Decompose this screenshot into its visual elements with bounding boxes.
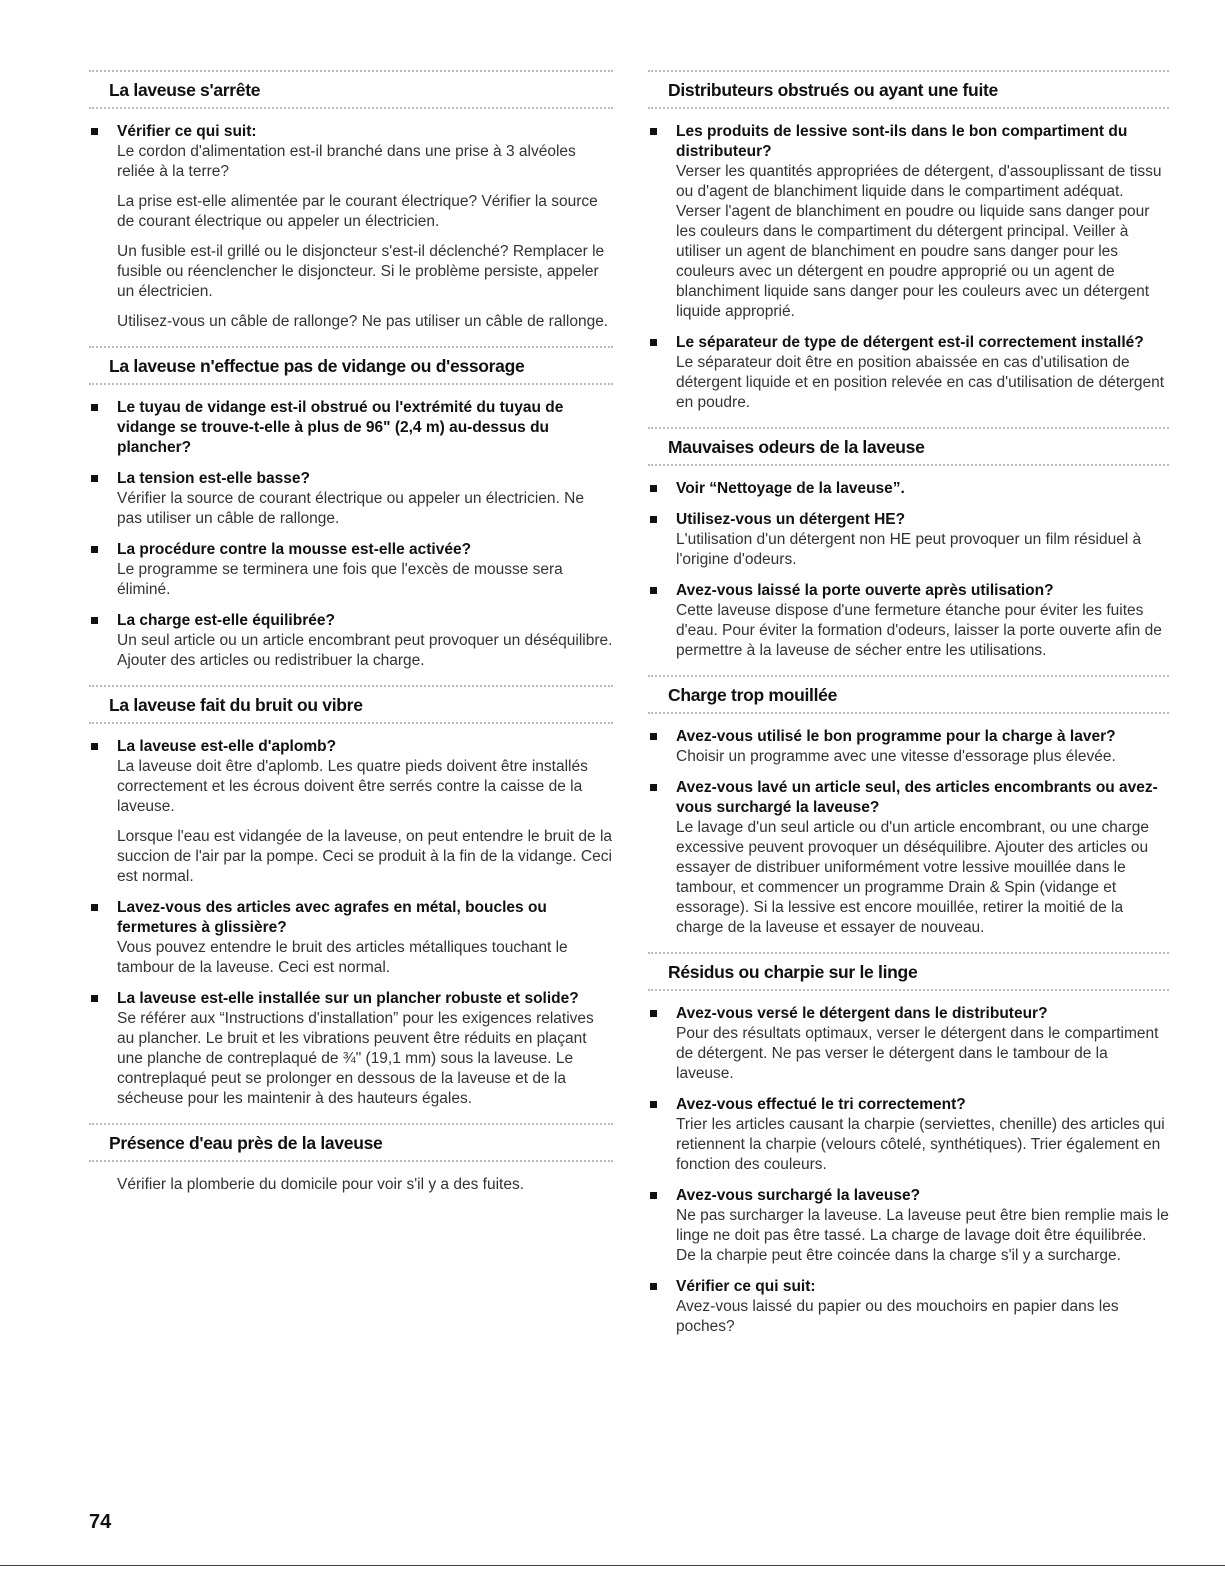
right-column xyxy=(648,70,1169,1351)
item-answer: Le programme se terminera une fois que l'excès de mousse sera éliminé. xyxy=(117,561,563,598)
item-answer: Cette laveuse dispose d'une fermeture étanche pour éviter les fuites d'eau. Pour éviter la formation d'odeurs, laisser la porte ouverte afin de permettre à la laveuse de sécher entre les utilisations. xyxy=(676,602,1162,659)
section-title: La laveuse n'effectue pas de vidange ou d'essorage xyxy=(109,356,525,376)
item-question: Les produits de lessive sont-ils dans le bon compartiment du distributeur? xyxy=(676,123,1128,160)
checklist-item xyxy=(648,1277,1169,1337)
item-question: Vérifier ce qui suit: xyxy=(676,1278,816,1295)
item-question: La laveuse est-elle d'aplomb? xyxy=(117,738,337,755)
troubleshooting-section xyxy=(648,70,1169,413)
checklist-item xyxy=(648,1186,1169,1266)
item-question: La charge est-elle équilibrée? xyxy=(117,612,335,629)
section-header xyxy=(648,427,1169,466)
troubleshooting-section xyxy=(648,952,1169,1337)
checklist-item xyxy=(89,737,613,887)
item-answer: Lorsque l'eau est vidangée de la laveuse, on peut entendre le bruit de la succion de l'air par la pompe. Ceci se produit à la fin de la vidange. Ceci est normal. xyxy=(117,828,613,885)
square-bullet-icon xyxy=(650,784,657,791)
item-answer: Ne pas surcharger la laveuse. La laveuse peut être bien remplie mais le linge ne doit pas être tassé. La charge de lavage doit être équilibrée. De la charpie peut être coincée dans la charge s'il y a surcharge. xyxy=(676,1207,1169,1264)
checklist-item xyxy=(89,611,613,671)
item-answer: La prise est-elle alimentée par le courant électrique? Vérifier la source de courant électrique ou appeler un électricien. xyxy=(117,193,598,230)
checklist-item xyxy=(648,333,1169,413)
square-bullet-icon xyxy=(650,1192,657,1199)
item-answer: Avez-vous laissé du papier ou des mouchoirs en papier dans les poches? xyxy=(676,1298,1119,1335)
square-bullet-icon xyxy=(650,1010,657,1017)
section-header xyxy=(89,70,613,109)
section-title: Distributeurs obstrués ou ayant une fuite xyxy=(668,80,998,100)
item-question: Le tuyau de vidange est-il obstrué ou l'extrémité du tuyau de vidange se trouve-t-elle à plus de 96" (2,4 m) au-dessus du plancher? xyxy=(117,399,564,456)
item-answer: Choisir un programme avec une vitesse d'essorage plus élevée. xyxy=(676,748,1116,765)
square-bullet-icon xyxy=(91,904,98,911)
item-question: Avez-vous utilisé le bon programme pour la charge à laver? xyxy=(676,728,1116,745)
checklist-item xyxy=(648,1095,1169,1175)
checklist-item xyxy=(648,510,1169,570)
item-answer: Verser les quantités appropriées de détergent, d'assouplissant de tissu ou d'agent de blanchiment liquide dans le compartiment adéquat. Verser l'agent de blanchiment en poudre ou liquide sans danger pour les couleurs dans le compartiment du détergent principal. Veiller à utiliser un agent de blanchiment en poudre sans danger pour les couleurs avec un détergent en poudre approprié ou un agent de blanchiment liquide sans danger pour les couleurs avec un détergent liquide approprié. xyxy=(676,163,1162,320)
square-bullet-icon xyxy=(650,1101,657,1108)
item-question: La tension est-elle basse? xyxy=(117,470,310,487)
item-question: Avez-vous surchargé la laveuse? xyxy=(676,1187,921,1204)
square-bullet-icon xyxy=(650,587,657,594)
square-bullet-icon xyxy=(650,485,657,492)
item-answer: Trier les articles causant la charpie (serviettes, chenille) des articles qui retiennent la charpie (velours côtelé, synthétiques). Trier également en fonction des couleurs. xyxy=(676,1116,1165,1173)
section-title: Mauvaises odeurs de la laveuse xyxy=(668,437,925,457)
section-header xyxy=(648,70,1169,109)
troubleshooting-section xyxy=(89,685,613,1109)
checklist-item xyxy=(648,581,1169,661)
square-bullet-icon xyxy=(650,516,657,523)
item-answer: Vérifier la source de courant électrique ou appeler un électricien. Ne pas utiliser un câble de rallonge. xyxy=(117,490,584,527)
item-answer: Vous pouvez entendre le bruit des articles métalliques touchant le tambour de la laveuse. Ceci est normal. xyxy=(117,939,568,976)
item-answer: Un seul article ou un article encombrant peut provoquer un déséquilibre. Ajouter des articles ou redistribuer la charge. xyxy=(117,632,613,669)
item-question: Avez-vous lavé un article seul, des articles encombrants ou avez-vous surchargé la laveuse? xyxy=(676,779,1158,816)
checklist-item xyxy=(648,479,1169,499)
square-bullet-icon xyxy=(91,404,98,411)
section-header xyxy=(648,952,1169,991)
section-title: La laveuse fait du bruit ou vibre xyxy=(109,695,363,715)
square-bullet-icon xyxy=(91,743,98,750)
checklist-item xyxy=(89,898,613,978)
item-question: Utilisez-vous un détergent HE? xyxy=(676,511,906,528)
section-title: Présence d'eau près de la laveuse xyxy=(109,1133,383,1153)
section-header xyxy=(89,1123,613,1162)
item-question: Lavez-vous des articles avec agrafes en métal, boucles ou fermetures à glissière? xyxy=(117,899,547,936)
troubleshooting-section xyxy=(648,427,1169,661)
checklist-item xyxy=(89,469,613,529)
troubleshooting-section xyxy=(648,675,1169,938)
square-bullet-icon xyxy=(650,339,657,346)
section-title: La laveuse s'arrête xyxy=(109,80,261,100)
square-bullet-icon xyxy=(91,546,98,553)
section-text: Vérifier la plomberie du domicile pour voir s'il y a des fuites. xyxy=(117,1176,524,1193)
item-question: Avez-vous effectué le tri correctement? xyxy=(676,1096,966,1113)
left-column xyxy=(89,70,613,1209)
checklist-item xyxy=(648,122,1169,322)
bottom-divider xyxy=(0,1565,1225,1566)
item-question: Voir “Nettoyage de la laveuse”. xyxy=(676,480,905,497)
item-answer: La laveuse doit être d'aplomb. Les quatre pieds doivent être installés correctement et les écrous doivent être serrés contre la caisse de la laveuse. xyxy=(117,758,588,815)
item-answer: L'utilisation d'un détergent non HE peut provoquer un film résiduel à l'origine d'odeurs. xyxy=(676,531,1142,568)
square-bullet-icon xyxy=(91,617,98,624)
item-question: Vérifier ce qui suit: xyxy=(117,123,257,140)
item-answer: Le cordon d'alimentation est-il branché dans une prise à 3 alvéoles reliée à la terre? xyxy=(117,143,576,180)
section-title: Charge trop mouillée xyxy=(668,685,838,705)
checklist-item xyxy=(89,989,613,1109)
item-answer: Pour des résultats optimaux, verser le détergent dans le compartiment de détergent. Ne pas verser le détergent dans le tambour de la laveuse. xyxy=(676,1025,1159,1082)
item-question: Avez-vous laissé la porte ouverte après utilisation? xyxy=(676,582,1054,599)
square-bullet-icon xyxy=(650,733,657,740)
checklist-item xyxy=(648,778,1169,938)
item-answer: Le lavage d'un seul article ou d'un article encombrant, ou une charge excessive peuvent provoquer un déséquilibre. Ajouter des articles ou essayer de distribuer uniformément votre lessive mouillée dans le tambour, et commencer un programme Drain & Spin (vidange et essorage). Si la lessive est encore mouillée, retirer la moitié de la charge de la laveuse et essayer de nouveau. xyxy=(676,819,1149,936)
item-answer: Se référer aux “Instructions d'installation” pour les exigences relatives au plancher. Le bruit et les vibrations peuvent être réduits en plaçant une planche de contreplaqué de ¾" (19,1 mm) sous la laveuse. Le contreplaqué peut se prolonger en dessous de la laveuse et de la sécheuse pour les maintenir à des hauteurs égales. xyxy=(117,1010,594,1107)
checklist-item xyxy=(89,398,613,458)
section-title: Résidus ou charpie sur le linge xyxy=(668,962,918,982)
checklist-item xyxy=(89,540,613,600)
section-header xyxy=(648,675,1169,714)
item-question: Le séparateur de type de détergent est-il correctement installé? xyxy=(676,334,1144,351)
item-question: La procédure contre la mousse est-elle activée? xyxy=(117,541,472,558)
checklist-item xyxy=(648,1004,1169,1084)
item-question: Avez-vous versé le détergent dans le distributeur? xyxy=(676,1005,1048,1022)
item-question: La laveuse est-elle installée sur un plancher robuste et solide? xyxy=(117,990,579,1007)
item-answer: Un fusible est-il grillé ou le disjoncteur s'est-il déclenché? Remplacer le fusible ou réenclencher le disjoncteur. Si le problème persiste, appeler un électricien. xyxy=(117,243,605,300)
troubleshooting-section xyxy=(89,70,613,332)
section-header xyxy=(89,346,613,385)
square-bullet-icon xyxy=(650,128,657,135)
item-answer: Le séparateur doit être en position abaissée en cas d'utilisation de détergent liquide et en position relevée en cas d'utilisation de détergent en poudre. xyxy=(676,354,1165,411)
square-bullet-icon xyxy=(91,128,98,135)
square-bullet-icon xyxy=(650,1283,657,1290)
checklist-item xyxy=(89,122,613,332)
square-bullet-icon xyxy=(91,995,98,1002)
section-header xyxy=(89,685,613,724)
item-answer: Utilisez-vous un câble de rallonge? Ne pas utiliser un câble de rallonge. xyxy=(117,313,609,330)
page-number: 74 xyxy=(89,1511,112,1533)
square-bullet-icon xyxy=(91,475,98,482)
checklist-item xyxy=(648,727,1169,767)
troubleshooting-section xyxy=(89,1123,613,1195)
troubleshooting-section xyxy=(89,346,613,671)
